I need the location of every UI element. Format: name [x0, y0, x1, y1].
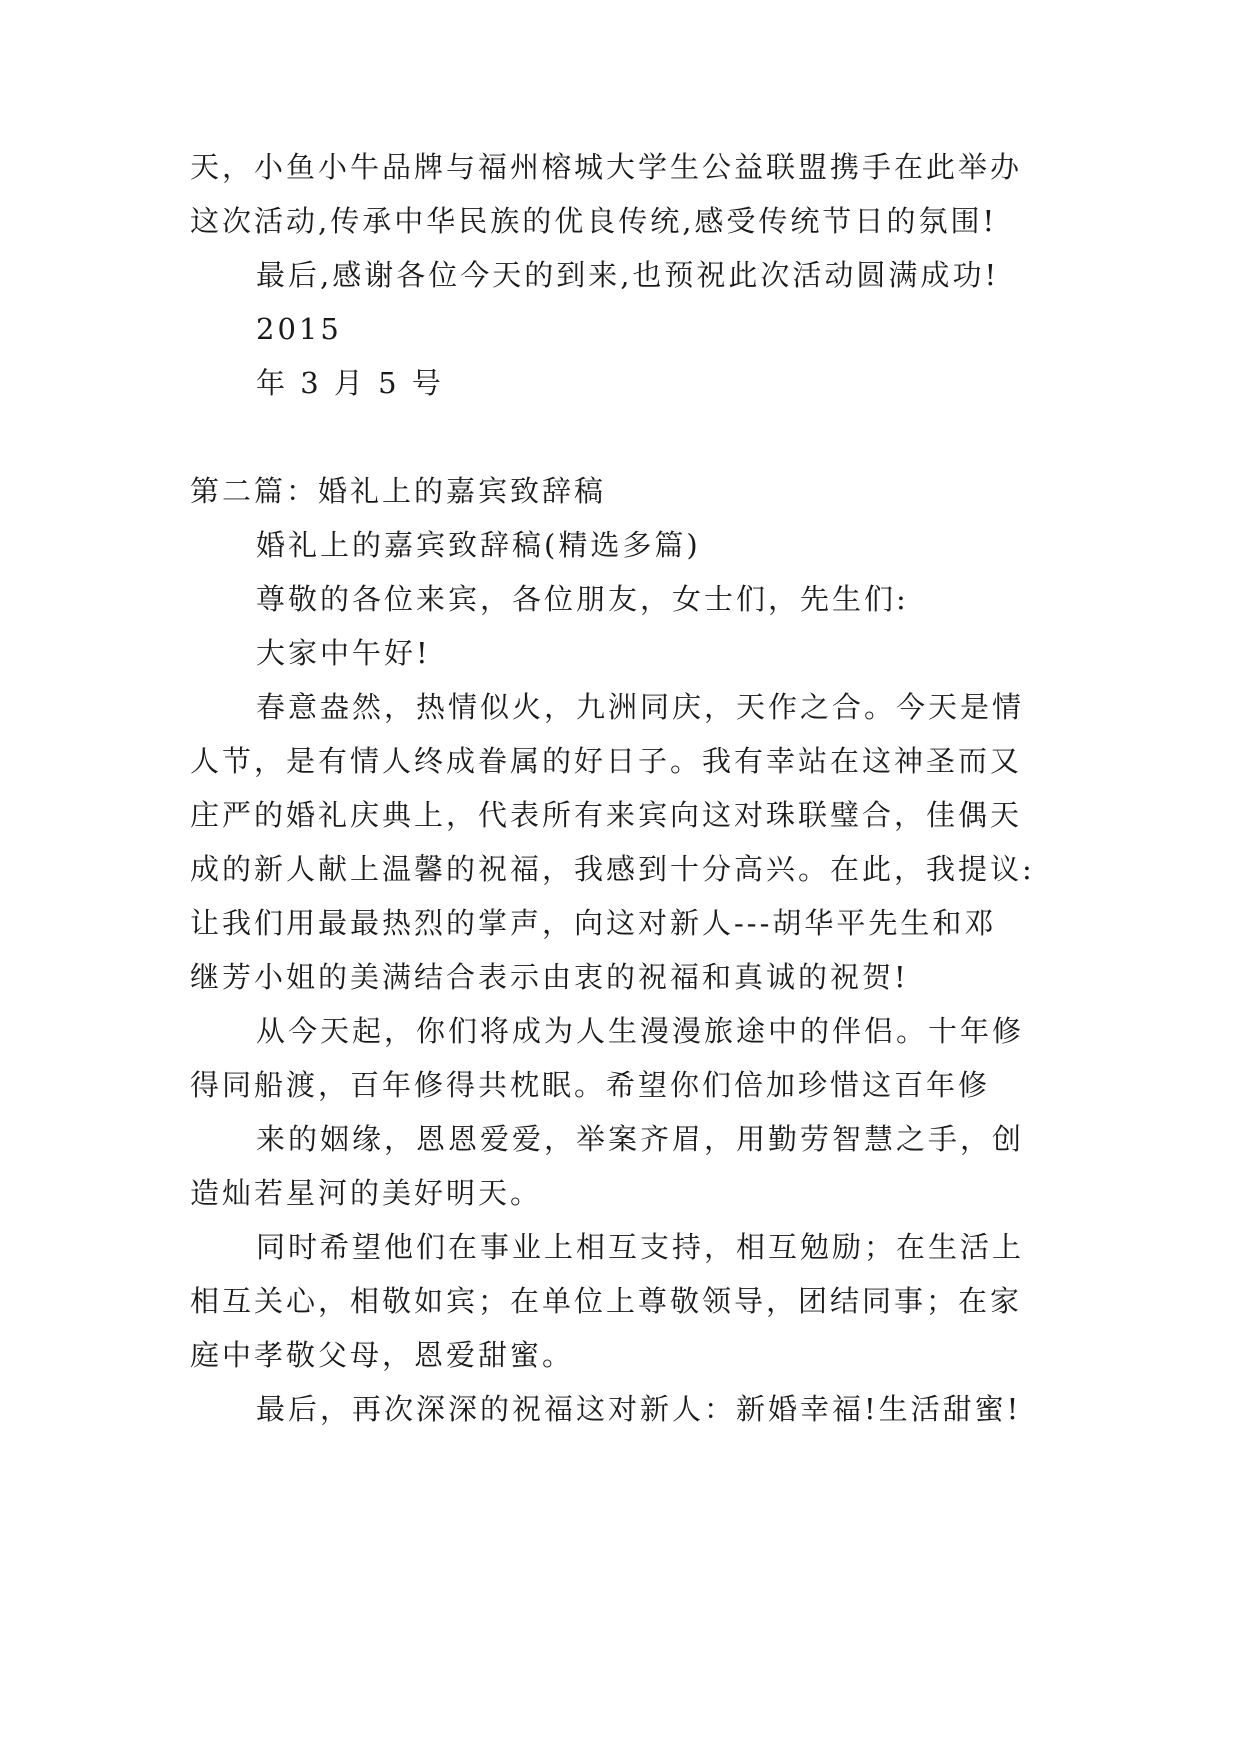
text-line: 造灿若星河的美好明天。 — [190, 1176, 543, 1210]
text-line: 同时希望他们在事业上相互支持，相互勉励；在生活上 — [256, 1230, 1025, 1264]
closing-line: 最后，再次深深的祝福这对新人：新婚幸福!生活甜蜜! — [256, 1392, 1022, 1426]
text-line: 成的新人献上温馨的祝福，我感到十分高兴。在此，我提议: — [190, 852, 1035, 886]
text-line: 这次活动,传承中华民族的优良传统,感受传统节日的氛围! — [190, 204, 998, 238]
text-line: 庄严的婚礼庆典上，代表所有来宾向这对珠联璧合，佳偶天 — [190, 798, 1023, 832]
section-subtitle: 婚礼上的嘉宾致辞稿(精选多篇) — [256, 528, 701, 562]
text-line: 让我们用最最热烈的掌声，向这对新人---胡华平先生和邓 — [190, 906, 997, 940]
date-year: 2015 — [256, 312, 342, 346]
text-line: 最后,感谢各位今天的到来,也预祝此次活动圆满成功! — [256, 258, 1000, 292]
text-line: 从今天起，你们将成为人生漫漫旅途中的伴侣。十年修 — [256, 1014, 1025, 1048]
text-line: 相互关心，相敬如宾；在单位上尊敬领导，团结同事；在家 — [190, 1284, 1023, 1318]
text-line: 庭中孝敬父母，恩爱甜蜜。 — [190, 1338, 575, 1372]
text-line: 得同船渡，百年修得共枕眠。希望你们倍加珍惜这百年修 — [190, 1068, 991, 1102]
date-month-day: 年 3 月 5 号 — [256, 366, 444, 400]
text-line: 来的姻缘，恩恩爱爱，举案齐眉，用勤劳智慧之手，创 — [256, 1122, 1025, 1156]
text-line: 天，小鱼小牛品牌与福州榕城大学生公益联盟携手在此举办 — [190, 150, 1023, 184]
text-line: 人节，是有情人终成眷属的好日子。我有幸站在这神圣而又 — [190, 744, 1023, 778]
greeting: 大家中午好! — [256, 636, 431, 670]
text-line: 春意盎然，热情似火，九洲同庆，天作之合。今天是情 — [256, 690, 1025, 724]
section-heading: 第二篇：婚礼上的嘉宾致辞稿 — [190, 474, 607, 508]
salutation: 尊敬的各位来宾，各位朋友，女士们，先生们: — [256, 582, 909, 616]
text-line: 继芳小姐的美满结合表示由衷的祝福和真诚的祝贺! — [190, 960, 909, 994]
